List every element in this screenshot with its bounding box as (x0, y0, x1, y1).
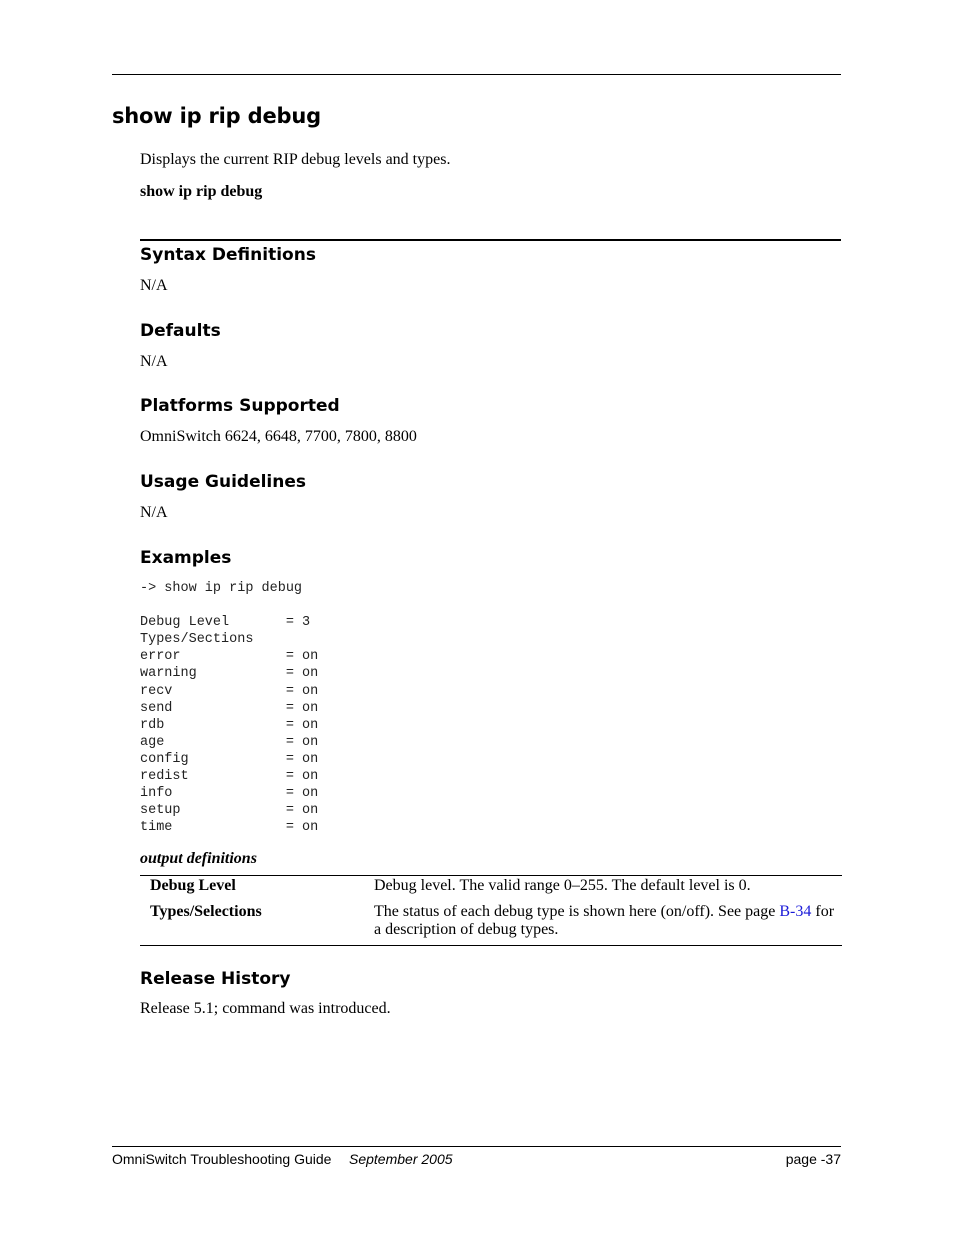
output-definitions-table (140, 875, 842, 946)
definition-term: Types/Selections (150, 903, 262, 920)
footer-rule (112, 1146, 841, 1147)
footer-guide-title: OmniSwitch Troubleshooting Guide (112, 1151, 332, 1167)
table-row (140, 903, 842, 946)
footer-page-number: page -37 (785, 1151, 841, 1167)
usage-guidelines-text: N/A (140, 504, 168, 521)
command-syntax: show ip rip debug (140, 183, 263, 200)
table-row (140, 876, 842, 904)
defaults-heading: Defaults (140, 321, 221, 341)
platforms-heading: Platforms Supported (140, 396, 340, 416)
output-definitions-caption: output definitions (140, 850, 257, 867)
definition-term: Debug Level (150, 877, 236, 894)
definition-text: Debug level. The valid range 0–255. The default level is 0. (374, 877, 751, 894)
defaults-text: N/A (140, 353, 168, 370)
footer-date: September 2005 (349, 1151, 453, 1167)
definition-text-end: for a description of debug types. (374, 903, 835, 938)
definition-text-start: The status of each debug type is shown here (on/off). See page (374, 903, 780, 920)
platforms-text: OmniSwitch 6624, 6648, 7700, 7800, 8800 (140, 428, 417, 445)
definition-text (374, 903, 842, 946)
page-reference-link[interactable]: B-34 (779, 903, 812, 920)
usage-guidelines-heading: Usage Guidelines (140, 472, 306, 492)
example-code-block: -> show ip rip debug Debug Level = 3 Types/Sections error = on warning = on recv = on send = on rdb = on age = on config = on redist = on info = on setup = on time = on (140, 581, 319, 836)
section-rule (140, 239, 841, 241)
syntax-definitions-heading: Syntax Definitions (140, 245, 316, 265)
command-description: Displays the current RIP debug levels and types. (140, 151, 451, 168)
syntax-definitions-text: N/A (140, 277, 168, 294)
release-history-heading: Release History (140, 969, 291, 989)
header-rule (112, 74, 841, 75)
examples-heading: Examples (140, 548, 232, 568)
release-history-text: Release 5.1; command was introduced. (140, 1000, 391, 1017)
page-title: show ip rip debug (112, 104, 321, 128)
